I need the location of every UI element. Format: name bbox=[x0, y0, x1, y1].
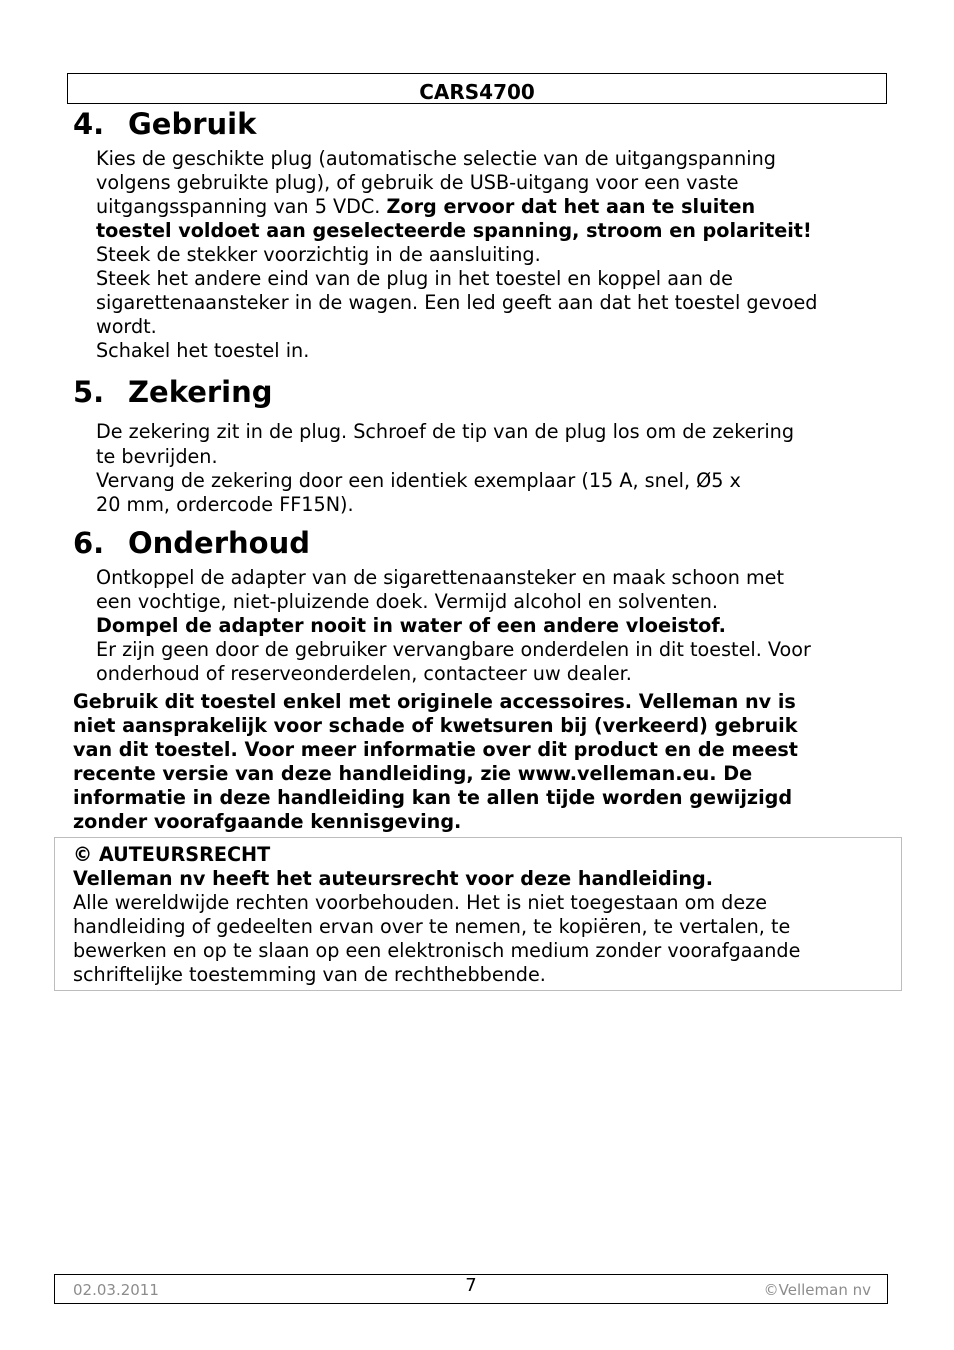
page-number: 7 bbox=[465, 1275, 477, 1296]
section-body-zekering: De zekering zit in de plug. Schroef de tip van de plug los om de zekering te bevrijden. Vervang de zekering door een identiek exemplaar (15 A, snel, Ø5 x 20 mm, ordercode FF15N). bbox=[96, 420, 795, 516]
copyright-heading: © AUTEURSRECHT bbox=[73, 843, 271, 866]
page-footer bbox=[54, 1274, 888, 1304]
copyright-subheading: Velleman nv heeft het auteursrecht voor deze handleiding. bbox=[73, 867, 714, 890]
section-body-onderhoud: Ontkoppel de adapter van de sigarettenaansteker en maak schoon met een vochtige, niet-pluizende doek. Vermijd alcohol en solventen. Dompel de adapter nooit in water of een andere vloeistof. Er zijn geen door de gebruiker vervangbare onderdelen in dit toestel. Voor onderhoud of reserveonderdelen, contacteer uw dealer. bbox=[96, 566, 811, 685]
copyright-text: © AUTEURSRECHT Velleman nv heeft het auteursrecht voor deze handleiding. Alle wereldwijde rechten voorbehouden. Het is niet toegestaan om deze handleiding of gedeelten ervan over te nemen, te kopiëren, te vertalen, te bewerken en op te slaan op een elektronisch medium zonder voorafgaande schriftelijke toestemming van de rechthebbende. bbox=[73, 843, 801, 986]
disclaimer-notice: Gebruik dit toestel enkel met originele accessoires. Velleman nv is niet aansprakelijk voor schade of kwetsuren bij (verkeerd) gebruik van dit toestel. Voor meer informatie over dit product en de meest recente versie van deze handleiding, zie www.velleman.eu. De informatie in deze handleiding kan te allen tijde worden gewijzigd zonder voorafgaande kennisgeving. bbox=[73, 690, 798, 833]
document-header bbox=[67, 73, 887, 104]
section-body-gebruik: Kies de geschikte plug (automatische selectie van de uitgangspanning volgens gebruikte plug), of gebruik de USB-uitgang voor een vaste uitgangsspanning van 5 VDC. Zorg ervoor dat het aan te sluiten toestel voldoet aan geselecteerde spanning, stroom en polariteit! Steek de stekker voorzichtig in de aansluiting. Steek het andere eind van de plug in het toestel en koppel aan de sigarettenaansteker in de wagen. Een led geeft aan dat het toestel gevoed wordt. Schakel het toestel in. bbox=[96, 147, 818, 362]
footer-date: 02.03.2011 bbox=[73, 1281, 159, 1299]
warning-text: toestel voldoet aan geselecteerde spanning, stroom en polariteit! bbox=[96, 219, 812, 242]
section-heading-gebruik: 4. Gebruik bbox=[73, 107, 257, 141]
footer-publisher: ©Velleman nv bbox=[763, 1281, 871, 1299]
model-number: CARS4700 bbox=[419, 80, 535, 104]
section-heading-zekering: 5. Zekering bbox=[73, 375, 273, 409]
warning-text: Dompel de adapter nooit in water of een andere vloeistof. bbox=[96, 614, 726, 637]
section-heading-onderhoud: 6. Onderhoud bbox=[73, 526, 311, 560]
warning-text: Zorg ervoor dat het aan te sluiten bbox=[386, 195, 756, 218]
